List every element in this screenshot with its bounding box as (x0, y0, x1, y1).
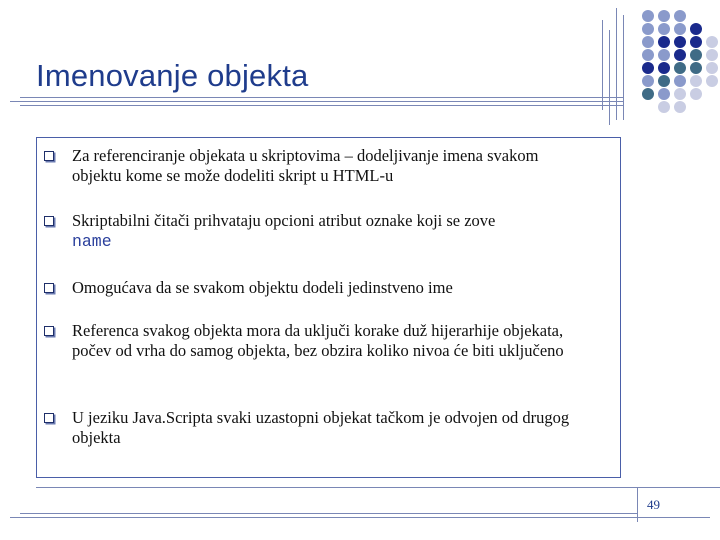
code-keyword: name (72, 232, 112, 251)
dot (658, 49, 670, 61)
dot (674, 88, 686, 100)
dot (642, 75, 654, 87)
dot (642, 49, 654, 61)
bullet-text: U jeziku Java.Scripta svaki uzastopni objekat tačkom je odvojen od drugog objekta (72, 408, 570, 447)
header-rule-bottom (20, 105, 623, 106)
dot (674, 36, 686, 48)
footer-rule-bottom (10, 517, 710, 518)
bullet-item (44, 278, 589, 298)
page-number: 49 (647, 497, 660, 512)
dot (658, 88, 670, 100)
hollow-square-icon (44, 413, 54, 423)
dot (674, 101, 686, 113)
dot (674, 75, 686, 87)
vertical-rule-1 (602, 20, 603, 110)
dot (706, 62, 718, 74)
dot (658, 75, 670, 87)
dot (690, 75, 702, 87)
dot (674, 10, 686, 22)
dot (690, 88, 702, 100)
dot (658, 10, 670, 22)
bullet-item (44, 321, 596, 361)
dot (706, 36, 718, 48)
dot (690, 36, 702, 48)
dot (690, 23, 702, 35)
vertical-rule-3 (616, 8, 617, 120)
dot (658, 101, 670, 113)
dot (642, 10, 654, 22)
hollow-square-icon (44, 151, 54, 161)
dot-grid-icon (640, 10, 720, 120)
dot (642, 62, 654, 74)
bullet-text: Skriptabilni čitači prihvataju opcioni atribut oznake koji se zove (72, 211, 496, 230)
dot (674, 62, 686, 74)
hollow-square-icon (44, 283, 54, 293)
bullet-item (44, 146, 589, 186)
vertical-rule-4 (623, 15, 624, 120)
page-title: Imenovanje objekta (36, 58, 309, 93)
dot (642, 23, 654, 35)
dot (674, 23, 686, 35)
footer-rule-mid (20, 513, 638, 514)
bullet-text: Referenca svakog objekta mora da uključi korake duž hijerarhije objekata, počev od vrha do samog objekta, bez obzira koliko nivoa će biti uključeno (72, 321, 564, 360)
dot (690, 62, 702, 74)
header-rule-top (20, 97, 623, 98)
hollow-square-icon (44, 216, 54, 226)
footer-rule-top (36, 487, 720, 488)
footer-vertical-rule (637, 487, 638, 522)
bullet-text: Za referenciranje objekata u skriptovima – dodeljivanje imena svakom objektu kome se može dodeliti skript u HTML-u (72, 146, 539, 185)
hollow-square-icon (44, 326, 54, 336)
bullet-item (44, 408, 604, 448)
header-rule-mid (10, 101, 623, 102)
bullet-item (44, 211, 589, 252)
dot (674, 49, 686, 61)
dot (658, 36, 670, 48)
bullet-text-wrap (72, 211, 589, 252)
dot (658, 62, 670, 74)
dot (706, 49, 718, 61)
dot (642, 88, 654, 100)
dot (658, 23, 670, 35)
vertical-rule-2 (609, 30, 610, 125)
dot (706, 75, 718, 87)
dot (642, 36, 654, 48)
bullet-text: Omogućava da se svakom objektu dodeli jedinstveno ime (72, 278, 453, 297)
dot (690, 49, 702, 61)
